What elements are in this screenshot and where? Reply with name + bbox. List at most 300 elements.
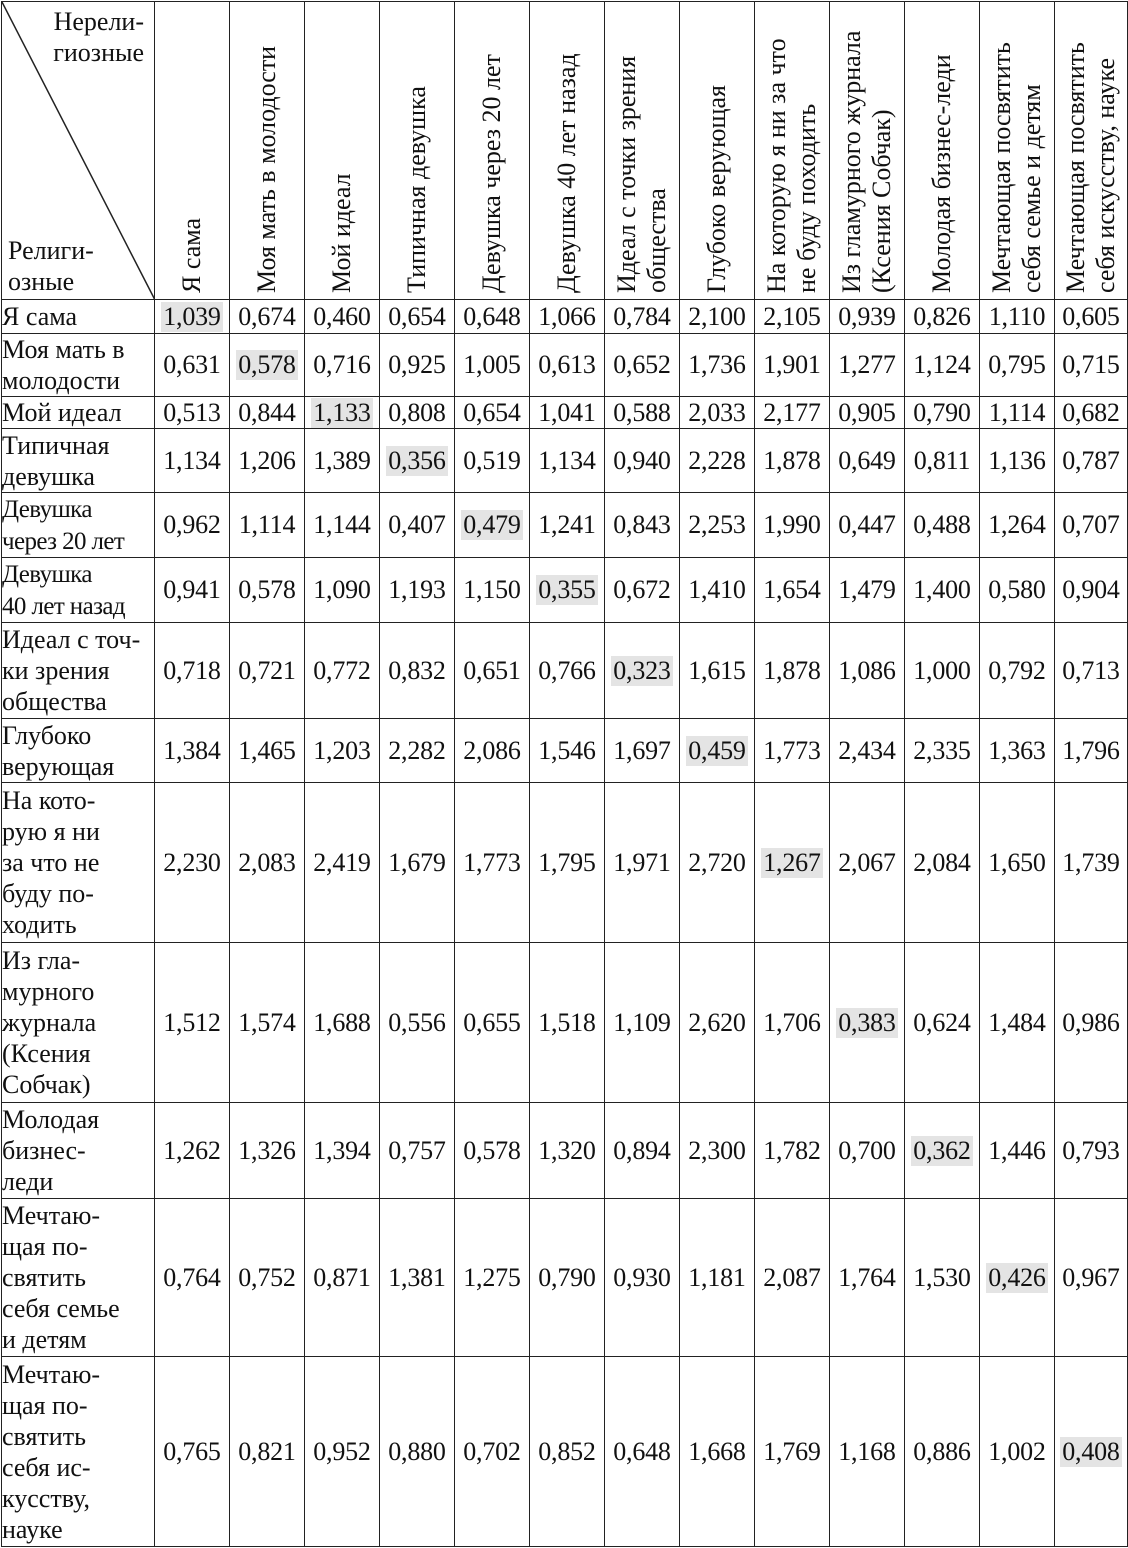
row-header-label: Мечтаю- щая по- святить себя ис- кусству, науке bbox=[2, 1359, 101, 1544]
row-header bbox=[2, 397, 155, 429]
cell-value: 1,136 bbox=[988, 445, 1046, 475]
cell-value: 0,460 bbox=[313, 301, 371, 331]
corner-cell bbox=[2, 2, 155, 300]
cell-value: 0,757 bbox=[388, 1135, 446, 1165]
value-cell bbox=[380, 783, 455, 943]
cell-value: 1,133 bbox=[313, 397, 371, 427]
value-cell bbox=[905, 943, 980, 1103]
value-cell bbox=[230, 1199, 305, 1357]
row-header-label: Глубоко верующая bbox=[2, 720, 115, 781]
value-cell bbox=[155, 558, 230, 623]
column-header bbox=[305, 2, 380, 300]
cell-value: 0,488 bbox=[913, 510, 971, 539]
value-cell bbox=[530, 719, 605, 783]
cell-value: 0,700 bbox=[838, 1135, 896, 1165]
cell-value: 1,181 bbox=[688, 1262, 746, 1292]
value-cell bbox=[905, 397, 980, 429]
value-cell bbox=[155, 783, 230, 943]
cell-value: 0,578 bbox=[238, 575, 296, 604]
cell-value: 1,124 bbox=[913, 350, 971, 379]
value-cell bbox=[680, 1199, 755, 1357]
value-cell bbox=[305, 783, 380, 943]
value-cell bbox=[605, 558, 680, 623]
cell-value: 0,795 bbox=[988, 350, 1046, 379]
value-cell bbox=[380, 558, 455, 623]
column-header bbox=[680, 2, 755, 300]
cell-value: 1,264 bbox=[988, 510, 1046, 539]
cell-value: 1,168 bbox=[838, 1436, 896, 1466]
value-cell bbox=[680, 300, 755, 334]
value-cell bbox=[530, 1357, 605, 1547]
cell-value: 2,086 bbox=[463, 735, 521, 765]
cell-value: 0,672 bbox=[613, 575, 671, 604]
row-header-label: Мечтаю- щая по- святить себя семье и детям bbox=[2, 1201, 120, 1354]
cell-value: 1,795 bbox=[538, 847, 596, 877]
cell-value: 0,787 bbox=[1062, 445, 1120, 475]
row-header bbox=[2, 1199, 155, 1357]
value-cell bbox=[380, 1199, 455, 1357]
column-header-label: Девушка 40 лет назад bbox=[552, 53, 581, 293]
cell-value: 2,083 bbox=[238, 847, 296, 877]
value-cell bbox=[830, 623, 905, 719]
value-cell bbox=[605, 493, 680, 558]
cell-value: 0,459 bbox=[688, 735, 746, 765]
column-header bbox=[155, 2, 230, 300]
row-header-label: Типичная девушка bbox=[2, 430, 110, 491]
cell-value: 1,446 bbox=[988, 1135, 1046, 1165]
value-cell bbox=[305, 1103, 380, 1199]
value-cell bbox=[755, 623, 830, 719]
cell-value: 0,578 bbox=[463, 1135, 521, 1165]
value-cell bbox=[755, 334, 830, 397]
value-cell bbox=[530, 943, 605, 1103]
value-cell bbox=[305, 558, 380, 623]
cell-value: 0,790 bbox=[538, 1262, 596, 1292]
row-header bbox=[2, 943, 155, 1103]
cell-value: 1,706 bbox=[763, 1007, 821, 1037]
cell-value: 0,832 bbox=[388, 655, 446, 685]
cell-value: 1,901 bbox=[763, 350, 821, 379]
cell-value: 1,769 bbox=[763, 1436, 821, 1466]
value-cell bbox=[905, 429, 980, 493]
cell-value: 2,228 bbox=[688, 445, 746, 475]
cell-value: 1,739 bbox=[1062, 847, 1120, 877]
value-cell bbox=[680, 943, 755, 1103]
cell-value: 0,715 bbox=[1062, 350, 1120, 379]
value-cell bbox=[455, 300, 530, 334]
cell-value: 2,105 bbox=[763, 301, 821, 331]
value-cell bbox=[830, 558, 905, 623]
distance-matrix-table bbox=[1, 1, 1128, 1547]
value-cell bbox=[980, 943, 1055, 1103]
value-cell bbox=[305, 1199, 380, 1357]
value-cell bbox=[530, 429, 605, 493]
diagonal-cell bbox=[530, 558, 605, 623]
value-cell bbox=[305, 334, 380, 397]
cell-value: 0,940 bbox=[613, 445, 671, 475]
value-cell bbox=[605, 397, 680, 429]
value-cell bbox=[755, 1199, 830, 1357]
cell-value: 0,426 bbox=[988, 1262, 1046, 1292]
column-header bbox=[455, 2, 530, 300]
cell-value: 1,878 bbox=[763, 655, 821, 685]
cell-value: 0,765 bbox=[163, 1436, 221, 1466]
value-cell bbox=[305, 429, 380, 493]
cell-value: 0,941 bbox=[163, 575, 221, 604]
cell-value: 0,886 bbox=[913, 1436, 971, 1466]
value-cell bbox=[830, 493, 905, 558]
value-cell bbox=[605, 783, 680, 943]
value-cell bbox=[905, 783, 980, 943]
cell-value: 0,519 bbox=[463, 445, 521, 475]
cell-value: 1,530 bbox=[913, 1262, 971, 1292]
value-cell bbox=[380, 300, 455, 334]
cell-value: 2,084 bbox=[913, 847, 971, 877]
cell-value: 1,039 bbox=[163, 301, 221, 331]
column-header bbox=[530, 2, 605, 300]
value-cell bbox=[980, 783, 1055, 943]
cell-value: 0,952 bbox=[313, 1436, 371, 1466]
value-cell bbox=[455, 429, 530, 493]
cell-value: 2,033 bbox=[688, 397, 746, 427]
cell-value: 0,939 bbox=[838, 301, 896, 331]
cell-value: 1,697 bbox=[613, 735, 671, 765]
cell-value: 0,654 bbox=[388, 301, 446, 331]
cell-value: 1,518 bbox=[538, 1007, 596, 1037]
value-cell bbox=[680, 397, 755, 429]
cell-value: 1,650 bbox=[988, 847, 1046, 877]
cell-value: 0,682 bbox=[1062, 397, 1120, 427]
cell-value: 1,654 bbox=[763, 575, 821, 604]
value-cell bbox=[1055, 334, 1128, 397]
value-cell bbox=[830, 300, 905, 334]
cell-value: 0,408 bbox=[1062, 1436, 1120, 1466]
cell-value: 1,109 bbox=[613, 1007, 671, 1037]
cell-value: 0,894 bbox=[613, 1135, 671, 1165]
table-row bbox=[2, 943, 1128, 1103]
value-cell bbox=[830, 1103, 905, 1199]
cell-value: 0,821 bbox=[238, 1436, 296, 1466]
value-cell bbox=[605, 719, 680, 783]
value-cell bbox=[830, 783, 905, 943]
cell-value: 1,782 bbox=[763, 1135, 821, 1165]
cell-value: 0,605 bbox=[1062, 301, 1120, 331]
cell-value: 1,275 bbox=[463, 1262, 521, 1292]
value-cell bbox=[1055, 429, 1128, 493]
value-cell bbox=[980, 1357, 1055, 1547]
row-header bbox=[2, 719, 155, 783]
cell-value: 1,381 bbox=[388, 1262, 446, 1292]
table-row bbox=[2, 334, 1128, 397]
cell-value: 0,718 bbox=[163, 655, 221, 685]
cell-value: 1,206 bbox=[238, 445, 296, 475]
row-header bbox=[2, 623, 155, 719]
value-cell bbox=[905, 1199, 980, 1357]
row-header-label: Из гла- мурного журнала (Ксения Собчак) bbox=[2, 946, 97, 1099]
value-cell bbox=[305, 943, 380, 1103]
value-cell bbox=[605, 1199, 680, 1357]
cell-value: 0,479 bbox=[463, 510, 521, 539]
value-cell bbox=[1055, 783, 1128, 943]
row-header bbox=[2, 558, 155, 623]
cell-value: 0,752 bbox=[238, 1262, 296, 1292]
value-cell bbox=[755, 943, 830, 1103]
cell-value: 1,241 bbox=[538, 510, 596, 539]
cell-value: 1,000 bbox=[913, 655, 971, 685]
column-header-label: Из гламурного журнала (Ксения Собчак) bbox=[837, 30, 896, 293]
cell-value: 0,852 bbox=[538, 1436, 596, 1466]
column-header-label: Молодая бизнес-леди bbox=[927, 54, 956, 293]
row-header-label: Девушка через 20 лет bbox=[2, 496, 125, 555]
value-cell bbox=[530, 300, 605, 334]
cell-value: 1,773 bbox=[763, 735, 821, 765]
value-cell bbox=[905, 623, 980, 719]
value-cell bbox=[530, 334, 605, 397]
value-cell bbox=[1055, 1103, 1128, 1199]
column-header bbox=[380, 2, 455, 300]
cell-value: 0,624 bbox=[913, 1007, 971, 1037]
value-cell bbox=[1055, 558, 1128, 623]
cell-value: 0,713 bbox=[1062, 655, 1120, 685]
column-header-label: Идеал с точки зрения общества bbox=[612, 55, 671, 293]
cell-value: 0,811 bbox=[913, 445, 971, 475]
value-cell bbox=[530, 623, 605, 719]
matrix-body bbox=[2, 300, 1128, 1547]
value-cell bbox=[755, 719, 830, 783]
value-cell bbox=[230, 397, 305, 429]
cell-value: 0,843 bbox=[613, 510, 671, 539]
value-cell bbox=[980, 493, 1055, 558]
value-cell bbox=[980, 623, 1055, 719]
header-row bbox=[2, 2, 1128, 300]
value-cell bbox=[380, 334, 455, 397]
cell-value: 1,512 bbox=[163, 1007, 221, 1037]
value-cell bbox=[830, 719, 905, 783]
row-header-label: Молодая бизнес- леди bbox=[2, 1105, 100, 1196]
cell-value: 0,588 bbox=[613, 397, 671, 427]
column-header-label: Типичная девушка bbox=[402, 86, 431, 293]
value-cell bbox=[530, 1199, 605, 1357]
value-cell bbox=[230, 783, 305, 943]
cell-value: 1,262 bbox=[163, 1135, 221, 1165]
value-cell bbox=[380, 493, 455, 558]
table-row bbox=[2, 623, 1128, 719]
value-cell bbox=[305, 300, 380, 334]
value-cell bbox=[230, 493, 305, 558]
column-header-label: Мечтающая посвятить себя искусству, науке bbox=[1061, 42, 1120, 293]
value-cell bbox=[830, 1199, 905, 1357]
cell-value: 2,177 bbox=[763, 397, 821, 427]
cell-value: 0,871 bbox=[313, 1262, 371, 1292]
corner-label-religious: Религи- озные bbox=[8, 236, 94, 296]
cell-value: 0,904 bbox=[1062, 575, 1120, 604]
cell-value: 0,772 bbox=[313, 655, 371, 685]
value-cell bbox=[905, 1357, 980, 1547]
value-cell bbox=[455, 719, 530, 783]
column-header-label: Глубоко верующая bbox=[702, 84, 731, 293]
value-cell bbox=[155, 1199, 230, 1357]
column-header bbox=[830, 2, 905, 300]
value-cell bbox=[980, 1103, 1055, 1199]
value-cell bbox=[155, 623, 230, 719]
cell-value: 1,277 bbox=[838, 350, 896, 379]
table-row bbox=[2, 1103, 1128, 1199]
value-cell bbox=[1055, 300, 1128, 334]
cell-value: 0,808 bbox=[388, 397, 446, 427]
cell-value: 1,484 bbox=[988, 1007, 1046, 1037]
value-cell bbox=[755, 429, 830, 493]
cell-value: 1,193 bbox=[388, 575, 446, 604]
value-cell bbox=[830, 1357, 905, 1547]
column-header-label: На которую я ни за что не буду походить bbox=[762, 38, 821, 293]
value-cell bbox=[680, 429, 755, 493]
cell-value: 2,620 bbox=[688, 1007, 746, 1037]
value-cell bbox=[305, 493, 380, 558]
diagonal-cell bbox=[380, 429, 455, 493]
row-header bbox=[2, 1103, 155, 1199]
diagonal-cell bbox=[980, 1199, 1055, 1357]
value-cell bbox=[530, 783, 605, 943]
row-header bbox=[2, 1357, 155, 1547]
column-header bbox=[230, 2, 305, 300]
cell-value: 0,925 bbox=[388, 350, 446, 379]
cell-value: 1,990 bbox=[763, 510, 821, 539]
diagonal-cell bbox=[305, 397, 380, 429]
cell-value: 1,878 bbox=[763, 445, 821, 475]
cell-value: 2,282 bbox=[388, 735, 446, 765]
cell-value: 0,355 bbox=[538, 575, 596, 604]
cell-value: 1,574 bbox=[238, 1007, 296, 1037]
row-header-label: Моя мать в молодости bbox=[2, 335, 125, 395]
cell-value: 0,648 bbox=[613, 1436, 671, 1466]
value-cell bbox=[455, 334, 530, 397]
value-cell bbox=[305, 623, 380, 719]
cell-value: 2,720 bbox=[688, 847, 746, 877]
value-cell bbox=[980, 429, 1055, 493]
column-header-label: Мечтающая посвятить себя семье и детям bbox=[987, 42, 1046, 293]
value-cell bbox=[680, 493, 755, 558]
value-cell bbox=[755, 300, 830, 334]
diagonal-cell bbox=[605, 623, 680, 719]
value-cell bbox=[905, 558, 980, 623]
cell-value: 0,721 bbox=[238, 655, 296, 685]
value-cell bbox=[1055, 1199, 1128, 1357]
cell-value: 1,688 bbox=[313, 1007, 371, 1037]
cell-value: 1,971 bbox=[613, 847, 671, 877]
value-cell bbox=[155, 334, 230, 397]
cell-value: 1,796 bbox=[1062, 735, 1120, 765]
value-cell bbox=[755, 558, 830, 623]
cell-value: 0,631 bbox=[163, 350, 221, 379]
value-cell bbox=[905, 719, 980, 783]
value-cell bbox=[905, 493, 980, 558]
cell-value: 0,986 bbox=[1062, 1007, 1120, 1037]
cell-value: 0,447 bbox=[838, 510, 896, 539]
value-cell bbox=[605, 300, 680, 334]
cell-value: 0,967 bbox=[1062, 1262, 1120, 1292]
cell-value: 0,905 bbox=[838, 397, 896, 427]
value-cell bbox=[455, 943, 530, 1103]
cell-value: 1,090 bbox=[313, 575, 371, 604]
cell-value: 1,326 bbox=[238, 1135, 296, 1165]
cell-value: 1,203 bbox=[313, 735, 371, 765]
column-header bbox=[755, 2, 830, 300]
cell-value: 2,067 bbox=[838, 847, 896, 877]
value-cell bbox=[455, 558, 530, 623]
cell-value: 0,654 bbox=[463, 397, 521, 427]
value-cell bbox=[230, 429, 305, 493]
cell-value: 0,674 bbox=[238, 301, 296, 331]
cell-value: 1,041 bbox=[538, 397, 596, 427]
table-row bbox=[2, 558, 1128, 623]
value-cell bbox=[230, 300, 305, 334]
value-cell bbox=[455, 1357, 530, 1547]
value-cell bbox=[680, 1103, 755, 1199]
cell-value: 0,649 bbox=[838, 445, 896, 475]
value-cell bbox=[155, 1103, 230, 1199]
cell-value: 1,114 bbox=[988, 397, 1046, 427]
value-cell bbox=[755, 1357, 830, 1547]
cell-value: 0,513 bbox=[163, 397, 221, 427]
cell-value: 1,267 bbox=[763, 847, 821, 877]
cell-value: 1,066 bbox=[538, 301, 596, 331]
cell-value: 0,702 bbox=[463, 1436, 521, 1466]
cell-value: 0,651 bbox=[463, 655, 521, 685]
cell-value: 0,580 bbox=[988, 575, 1046, 604]
cell-value: 0,962 bbox=[163, 510, 221, 539]
cell-value: 1,668 bbox=[688, 1436, 746, 1466]
value-cell bbox=[230, 1357, 305, 1547]
cell-value: 0,556 bbox=[388, 1007, 446, 1037]
cell-value: 1,389 bbox=[313, 445, 371, 475]
value-cell bbox=[830, 334, 905, 397]
cell-value: 1,679 bbox=[388, 847, 446, 877]
diagonal-cell bbox=[755, 783, 830, 943]
value-cell bbox=[155, 1357, 230, 1547]
row-header-label: На кото- рую я ни за что не буду по- ходить bbox=[2, 786, 100, 939]
value-cell bbox=[530, 397, 605, 429]
diagonal-cell bbox=[830, 943, 905, 1103]
column-header bbox=[905, 2, 980, 300]
value-cell bbox=[380, 623, 455, 719]
cell-value: 1,114 bbox=[238, 510, 296, 539]
row-header-label: Мой идеал bbox=[2, 398, 122, 427]
cell-value: 0,407 bbox=[388, 510, 446, 539]
cell-value: 2,100 bbox=[688, 301, 746, 331]
diagonal-cell bbox=[455, 493, 530, 558]
table-row bbox=[2, 719, 1128, 783]
row-header bbox=[2, 429, 155, 493]
value-cell bbox=[980, 558, 1055, 623]
value-cell bbox=[605, 334, 680, 397]
cell-value: 1,410 bbox=[688, 575, 746, 604]
row-header-label: Идеал с точ- ки зрения общества bbox=[2, 625, 141, 716]
cell-value: 0,784 bbox=[613, 301, 671, 331]
value-cell bbox=[980, 334, 1055, 397]
diagonal-cell bbox=[1055, 1357, 1128, 1547]
value-cell bbox=[455, 1199, 530, 1357]
cell-value: 0,383 bbox=[838, 1007, 896, 1037]
cell-value: 1,764 bbox=[838, 1262, 896, 1292]
diagonal-cell bbox=[905, 1103, 980, 1199]
value-cell bbox=[830, 429, 905, 493]
value-cell bbox=[605, 1357, 680, 1547]
cell-value: 1,150 bbox=[463, 575, 521, 604]
cell-value: 1,615 bbox=[688, 655, 746, 685]
value-cell bbox=[680, 783, 755, 943]
cell-value: 0,766 bbox=[538, 655, 596, 685]
value-cell bbox=[680, 1357, 755, 1547]
